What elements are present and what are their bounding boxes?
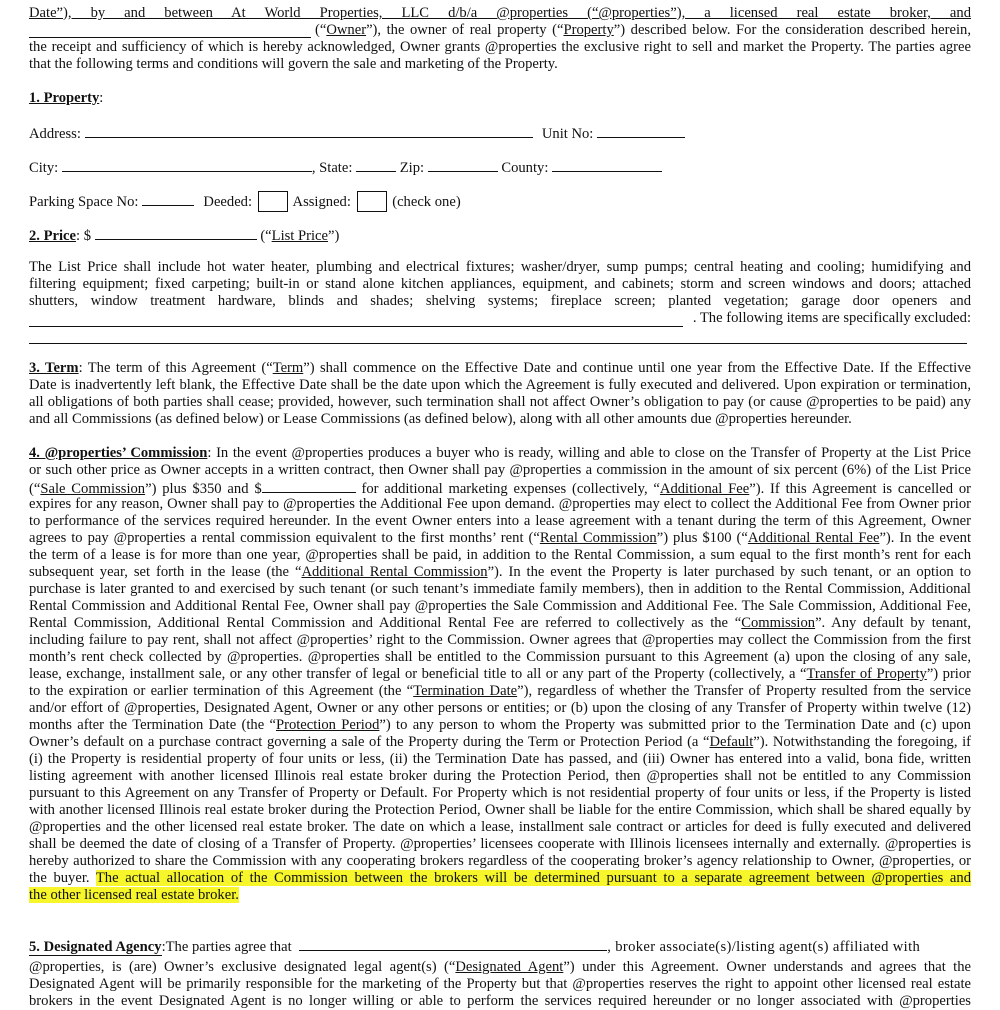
- intro-line: (“Owner”), the owner of real property (“Property”) described below. For the consideration described herein,: [315, 22, 971, 38]
- address-label: Address:: [29, 126, 81, 142]
- paragraph-line: the term of a lease is for more than one year, @properties shall be paid, in addition to the Rental Commission, a sum equal to the first month’s rent for each: [29, 547, 971, 563]
- owner-name-blank[interactable]: [29, 24, 311, 38]
- paragraph-line: agrees to pay @properties a rental commission equivalent to the first months’ rent (“Rental Commission”) plus $100 (“Additional Rental Fee”). In the event: [29, 530, 971, 546]
- assigned-checkbox[interactable]: [357, 191, 387, 212]
- paragraph-line: 5. Designated Agency:The parties agree that , broker associate(s)/listing agent(s) affiliated with: [29, 939, 921, 955]
- defined-term: Additional Rental Commission: [301, 564, 488, 580]
- deeded-checkbox[interactable]: [258, 191, 288, 212]
- zip-field[interactable]: [428, 158, 498, 172]
- paragraph-line: and all Commissions (as defined below) or Lease Commissions (as defined below), along with all other amounts due @properties hereunder.: [29, 411, 852, 427]
- paragraph-line: Owner’s default on a purchase contract governing a sale of the Property during the Term or Protection Period (a “Default”). Notwithstanding the foregoing, if: [29, 734, 971, 750]
- paragraph-line: @properties and the other licensed real estate broker. The date on which a lease, installment sale contract or articles for deed is fully executed and delivered: [29, 819, 971, 835]
- paragraph-line: to the expiration or earlier termination of this Agreement (the “Termination Date”), regardless of whether the Transfer of Property resulted from the service: [29, 683, 971, 699]
- defined-term: Termination Date: [413, 683, 518, 699]
- deeded-label: Deeded:: [203, 194, 253, 210]
- defined-term: Transfer of Property: [806, 666, 927, 682]
- city-field[interactable]: [62, 158, 312, 172]
- defined-term: Designated Agent: [455, 959, 564, 975]
- paragraph-line: [29, 887, 971, 904]
- defined-term: Additional Fee: [659, 481, 750, 496]
- county-label: County:: [501, 160, 549, 176]
- paragraph-line: filtering equipment; fixed carpeting; built-in or stand alone kitchen appliances, equipment, and cabinets; storm and screen windows and doors; attached: [29, 276, 971, 292]
- highlighted-text: the other licensed real estate broker.: [29, 887, 239, 903]
- defined-term: Sale Commission: [40, 481, 146, 496]
- intro-line: the receipt and sufficiency of which is hereby acknowledged, Owner grants @properties the exclusive right to sell and market the Property. The parties agree: [29, 39, 971, 55]
- paragraph-line: lease, exchange, installment sale, or any other transfer of legal or beneficial title to all or any part of the Property (collectively, a “Transfer of Property”) prior: [29, 666, 971, 682]
- assigned-label: Assigned:: [292, 194, 351, 210]
- section-heading: 3. Term: [29, 360, 79, 376]
- defined-term: Rental Commission: [539, 530, 657, 546]
- paragraph-line: Date is inadvertently left blank, the Effective Date shall be the date upon which the Agreement is fully executed and delivered. Upon expiration or termination,: [29, 377, 971, 393]
- defined-term: Default: [709, 734, 754, 750]
- defined-term: Owner: [326, 22, 367, 38]
- paragraph-line: (i) the Property is residential property of four units or less, (ii) the Termination Date has passed, and (iii) Owner has entered into a valid, bona fide, written: [29, 751, 971, 767]
- intro-line: Date”), by and between At World Properties, LLC d/b/a @properties (“@properties”), a licensed real estate broker, and: [29, 5, 971, 21]
- paragraph-line: purchase is later granted to and exercised by such tenant (or such tenant’s immediate family members), then in addition to the Rental Commission, Additional: [29, 581, 971, 597]
- state-field[interactable]: [356, 158, 396, 172]
- paragraph-line: including failure to pay rent, shall not affect @properties’ right to the Commission. Owner agrees that @properties may collect the Commission from the first: [29, 632, 971, 648]
- defined-term: Commission: [741, 615, 816, 631]
- included-items-blank[interactable]: [29, 313, 683, 327]
- paragraph-line: The List Price shall include hot water heater, plumbing and electrical fixtures; washer/dryer, sump pumps; central heating and cooling; humidifying and: [29, 259, 971, 275]
- paragraph-line: 4. @properties’ Commission: In the event @properties produces a buyer who is ready, willing and able to close on the Transfer of Property at the List Price: [29, 445, 971, 461]
- paragraph-line: listing agreement with another licensed Illinois real estate broker during the Protection Period, then @properties shall not be entitled to any Commission: [29, 768, 971, 784]
- address-field[interactable]: [85, 124, 533, 138]
- paragraph-line: (“Sale Commission”) plus $350 and $ for additional marketing expenses (collectively, “Additional Fee”). If this Agreement is cancelled or: [29, 481, 971, 496]
- paragraph-line: or such other price as Owner accepts in a written contract, then Owner shall pay @properties a commission in the amount of six percent (6%) of the List Price: [29, 462, 971, 478]
- unit-label: Unit No:: [541, 126, 594, 142]
- paragraph-line: with another licensed Illinois real estate broker during the Protection Period, Owner shall be liable for the entire Commission, which shall be shared equally by: [29, 802, 971, 818]
- paragraph-line: months after the Termination Date (the “Protection Period”) to any person to whom the Property was submitted prior to the Termination Date and (c) upon: [29, 717, 971, 733]
- paragraph-line: 3. Term: The term of this Agreement (“Term”) shall commence on the Effective Date and continue until one year from the Effective Date. If the Effective: [29, 360, 971, 376]
- paragraph-line: . The following items are specifically excluded:: [692, 310, 971, 326]
- defined-term: Term: [272, 360, 304, 376]
- paragraph-line: Designated Agent will be primarily responsible for the marketing of the Property but that @properties reserves the right to appoint other licensed real estate: [29, 976, 971, 992]
- paragraph-line: to performance of the services required hereunder. In the event Owner enters into a lease agreement with a tenant during the term of this Agreement, Owner: [29, 513, 971, 529]
- paragraph-line: @properties, is (are) Owner’s exclusive designated legal agent(s) (“Designated Agent”) under this Agreement. Owner understands and agrees that the: [29, 959, 971, 975]
- paragraph-line: Rental Commission, Additional Rental Commission and Additional Rental Fee are referred to collectively as the “Commission”. Any default by tenant,: [29, 615, 971, 631]
- section-heading: 1. Property:: [29, 90, 104, 106]
- paragraph-line: subsequent year, set forth in the lease (the “Additional Rental Commission”). In the event the Property is later purchased by such tenant, or an option to: [29, 564, 971, 580]
- paragraph-line: hereby authorized to share the Commission with any cooperating brokers regardless of the cooperating broker’s agency relationship to Owner, @properties, or: [29, 853, 971, 869]
- city-label: City:: [29, 160, 59, 176]
- defined-term: List Price: [271, 228, 328, 244]
- parking-field[interactable]: [142, 192, 194, 206]
- address-row: [29, 124, 971, 143]
- parking-row: [29, 191, 971, 212]
- section-heading: 4. @properties’ Commission: [29, 445, 208, 461]
- designated-agent-field[interactable]: [299, 937, 607, 951]
- price-row: 2. Price: $ (“List Price”): [29, 228, 340, 244]
- city-row: [29, 158, 971, 177]
- defined-term: Property: [563, 22, 614, 38]
- paragraph-line: shutters, window treatment hardware, blinds and shades; shelving systems; fireplace screen; planted vegetation; garage door openers and: [29, 293, 971, 309]
- highlighted-text: The actual allocation of the Commission between the brokers will be determined pursuant to a separate agreement between @properties and: [95, 870, 971, 886]
- price-field[interactable]: [95, 226, 257, 240]
- paragraph-line: expires for any reason, Owner shall pay to @properties the Additional Fee upon demand. @properties may elect to collect the Additional Fee from Owner prior: [29, 496, 971, 512]
- paragraph-line: shall be deemed the date of closing of a Transfer of Property. @properties’ licensees cooperate with Illinois licensees internally and externally. @properties is: [29, 836, 971, 852]
- parking-label: Parking Space No:: [29, 194, 139, 210]
- defined-term: Protection Period: [275, 717, 380, 733]
- paragraph-line: and/or effort of @properties, Designated Agent, Owner or any other persons or entities; or (b) upon the closing of any Transfer of Property within twelve (12): [29, 700, 971, 716]
- paragraph-line: month’s rent check collected by @properties. @properties shall be entitled to the Commission pursuant to this Agreement (a) upon the closing of any sale,: [29, 649, 971, 665]
- check-one-note: (check one): [392, 194, 461, 210]
- paragraph-line: the buyer. The actual allocation of the Commission between the brokers will be determined pursuant to a separate agreement between @properties and: [29, 870, 971, 886]
- paragraph-line: all obligations of both parties shall cease; provided, however, such termination shall not affect Owner’s obligation to pay (or cause @properties to be paid) any: [29, 394, 971, 410]
- defined-term: Additional Rental Fee: [747, 530, 880, 546]
- marketing-fee-field[interactable]: [262, 479, 356, 493]
- paragraph-line: pursuant to this Agreement on any Transfer of Property or Default. For Property which is not residential property of four units or less, if the Property is listed: [29, 785, 971, 801]
- state-label: , State:: [311, 160, 353, 176]
- paragraph-line: Rental Commission and Additional Rental Fee, Owner shall pay @properties the Sale Commission and Additional Fee. The Sale Commission, Additional Fee,: [29, 598, 971, 614]
- paragraph-line: brokers in the event Designated Agent is no longer willing or able to perform the services required hereunder or no longer associated with @properties: [29, 993, 971, 1009]
- county-field[interactable]: [552, 158, 662, 172]
- section-heading: 2. Price: [29, 228, 76, 244]
- intro-line: that the following terms and conditions will govern the sale and marketing of the Property.: [29, 56, 558, 72]
- unit-field[interactable]: [597, 124, 685, 138]
- section-heading: 5. Designated Agency: [29, 939, 162, 955]
- zip-label: Zip:: [399, 160, 425, 176]
- excluded-items-blank[interactable]: [29, 330, 967, 344]
